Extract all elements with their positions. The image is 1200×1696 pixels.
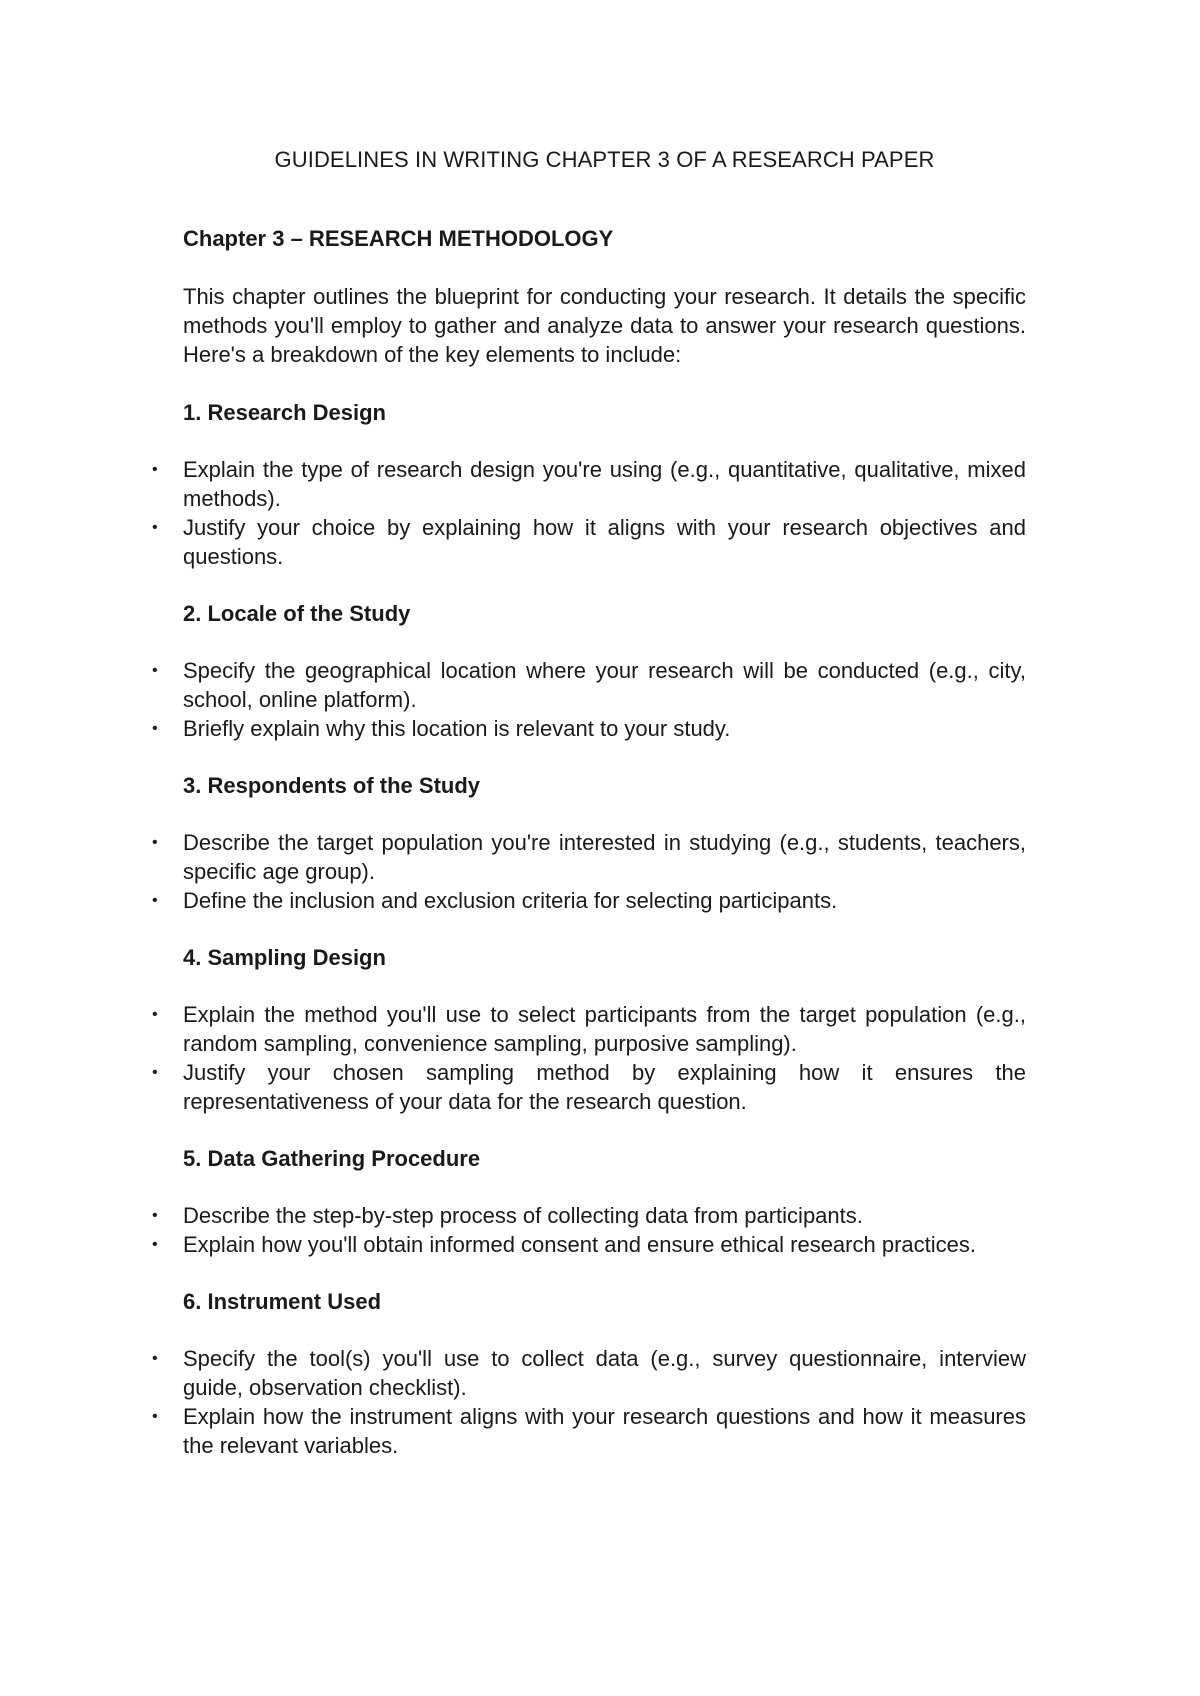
section-heading: 1. Research Design bbox=[183, 400, 386, 425]
bullet-dot-icon: • bbox=[152, 1207, 158, 1224]
bullet-text: Explain how the instrument aligns with your research questions and how it measures the relevant variables. bbox=[183, 1404, 1026, 1458]
bullet-dot-icon: • bbox=[152, 1064, 158, 1081]
bullet-item bbox=[152, 1058, 1026, 1116]
document-page bbox=[152, 144, 1026, 1488]
bullet-text: Specify the geographical location where your research will be conducted (e.g., city, school, online platform). bbox=[183, 658, 1026, 712]
intro-paragraph: This chapter outlines the blueprint for conducting your research. It details the specific methods you'll employ to gather and analyze data to answer your research questions. Here's a breakdown of the key elements to include: bbox=[183, 284, 1026, 367]
bullet-text: Define the inclusion and exclusion criteria for selecting participants. bbox=[183, 888, 838, 913]
bullet-list bbox=[152, 1344, 1026, 1460]
bullet-dot-icon: • bbox=[152, 1350, 158, 1367]
bullet-item bbox=[152, 455, 1026, 513]
bullet-text: Explain the type of research design you're using (e.g., quantitative, qualitative, mixed methods). bbox=[183, 457, 1026, 511]
bullet-text: Justify your chosen sampling method by explaining how it ensures the representativeness of your data for the research question. bbox=[183, 1060, 1026, 1114]
bullet-text: Justify your choice by explaining how it aligns with your research objectives and questions. bbox=[183, 515, 1026, 569]
bullet-item bbox=[152, 1230, 1026, 1259]
bullet-text: Describe the step-by-step process of collecting data from participants. bbox=[183, 1203, 863, 1228]
bullet-item bbox=[152, 656, 1026, 714]
section-heading: 6. Instrument Used bbox=[183, 1289, 382, 1314]
bullet-text: Describe the target population you're interested in studying (e.g., students, teachers, specific age group). bbox=[183, 830, 1026, 884]
chapter-heading: Chapter 3 – RESEARCH METHODOLOGY bbox=[183, 226, 614, 251]
bullet-text: Explain how you'll obtain informed consent and ensure ethical research practices. bbox=[183, 1232, 976, 1257]
bullet-dot-icon: • bbox=[152, 1408, 158, 1425]
bullet-list bbox=[152, 1201, 1026, 1259]
section-heading: 5. Data Gathering Procedure bbox=[183, 1146, 481, 1171]
bullet-item bbox=[152, 886, 1026, 915]
bullet-text: Specify the tool(s) you'll use to collect data (e.g., survey questionnaire, interview guide, observation checklist). bbox=[183, 1346, 1026, 1400]
bullet-item bbox=[152, 513, 1026, 571]
bullet-item bbox=[152, 1201, 1026, 1230]
bullet-text: Briefly explain why this location is relevant to your study. bbox=[183, 716, 731, 741]
bullet-list bbox=[152, 828, 1026, 915]
bullet-dot-icon: • bbox=[152, 720, 158, 737]
bullet-dot-icon: • bbox=[152, 662, 158, 679]
bullet-dot-icon: • bbox=[152, 834, 158, 851]
bullet-list bbox=[152, 656, 1026, 743]
section-heading: 2. Locale of the Study bbox=[183, 601, 411, 626]
bullet-item bbox=[152, 1000, 1026, 1058]
bullet-text: Explain the method you'll use to select participants from the target population (e.g., random sampling, convenience sampling, purposive sampling). bbox=[183, 1002, 1026, 1056]
bullet-list bbox=[152, 455, 1026, 571]
section-heading: 4. Sampling Design bbox=[183, 945, 386, 970]
bullet-list bbox=[152, 1000, 1026, 1116]
section-heading: 3. Respondents of the Study bbox=[183, 773, 481, 798]
bullet-dot-icon: • bbox=[152, 461, 158, 478]
bullet-dot-icon: • bbox=[152, 1006, 158, 1023]
document-title: GUIDELINES IN WRITING CHAPTER 3 OF A RESEARCH PAPER bbox=[274, 147, 935, 172]
bullet-item bbox=[152, 1402, 1026, 1460]
bullet-dot-icon: • bbox=[152, 892, 158, 909]
bullet-item bbox=[152, 1344, 1026, 1402]
bullet-item bbox=[152, 828, 1026, 886]
bullet-dot-icon: • bbox=[152, 1236, 158, 1253]
bullet-dot-icon: • bbox=[152, 519, 158, 536]
bullet-item bbox=[152, 714, 1026, 743]
sections-container bbox=[152, 398, 1026, 1460]
